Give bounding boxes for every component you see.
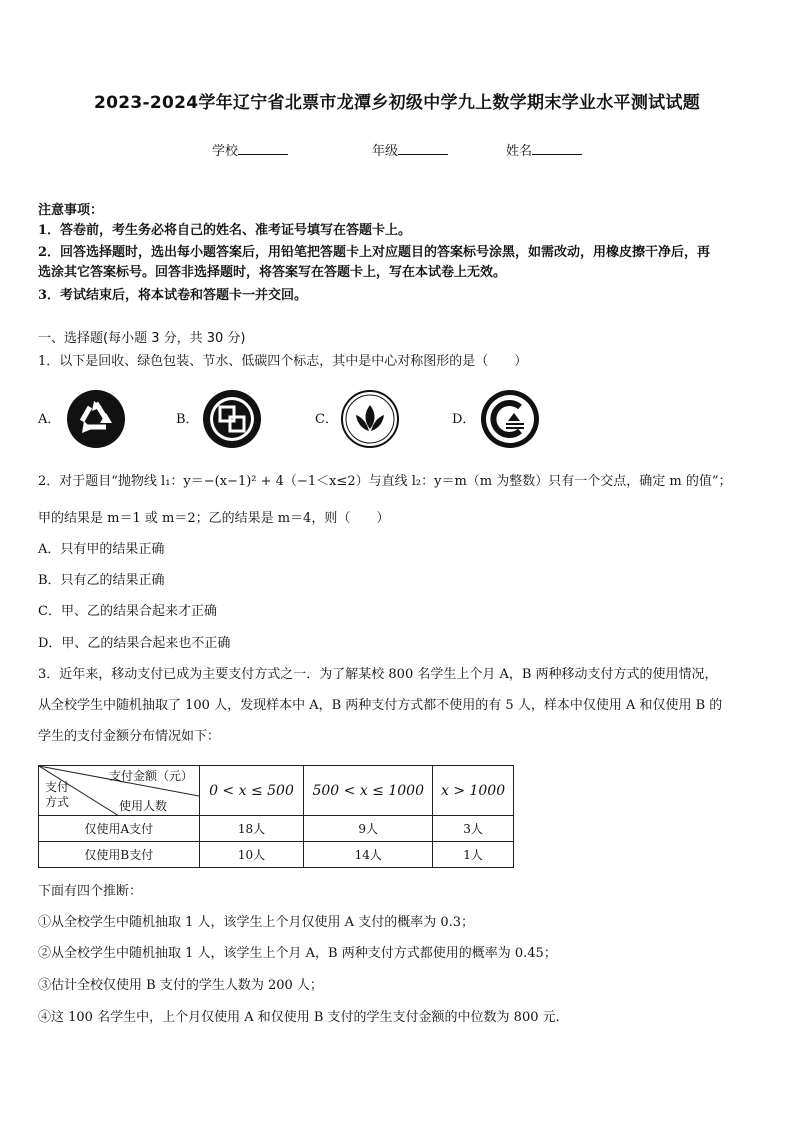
question-2-option-d: D．甲、乙的结果合起来也不正确 xyxy=(38,636,231,651)
recycle-logo-icon xyxy=(66,389,126,449)
question-2-line-1: 2．对于题目“抛物线 l₁：y＝−(x−1)² + 4（−1＜x≤2）与直线 l₂：y＝m（m 为整数）只有一个交点，确定 m 的值”； xyxy=(38,474,732,489)
corner-bottom-label: 使用人数 xyxy=(119,799,168,813)
name-blank xyxy=(532,142,582,155)
question-2-option-b: B．只有乙的结果正确 xyxy=(38,573,165,588)
school-blank xyxy=(238,142,288,155)
page-title: 2023-2024学年辽宁省北票市龙潭乡初级中学九上数学期末学业水平测试试题 xyxy=(93,93,701,113)
option-label: A． xyxy=(38,412,61,427)
school-field xyxy=(212,140,288,159)
notice-heading: 注意事项： xyxy=(38,203,104,218)
table-row xyxy=(39,816,514,842)
school-label: 学校 xyxy=(212,144,239,159)
question-2-option-c: C．甲、乙的结果合起来才正确 xyxy=(38,604,217,619)
inference-heading: 下面有四个推断： xyxy=(38,884,143,899)
grade-label: 年级 xyxy=(372,144,399,159)
question-2-option-a: A．只有甲的结果正确 xyxy=(38,542,165,557)
table-corner-cell xyxy=(39,766,200,816)
grade-blank xyxy=(398,142,448,155)
name-label: 姓名 xyxy=(506,144,533,159)
table-cell: 9人 xyxy=(304,816,433,842)
grade-field xyxy=(372,140,448,159)
notice-item: 选涂其它答案标号。回答非选择题时，将答案写在答题卡上，写在本试卷上无效。 xyxy=(38,265,507,280)
payment-table xyxy=(38,765,514,868)
table-cell: 10人 xyxy=(199,842,304,868)
question-3-line-1: 3．近年来，移动支付已成为主要支付方式之一．为了解某校 800 名学生上个月 A，B 两种移动支付方式的使用情况， xyxy=(38,667,718,682)
question-2-line-2: 甲的结果是 m＝1 或 m＝2；乙的结果是 m＝4，则（ ） xyxy=(38,511,390,526)
section-heading: 一、选择题(每小题 3 分，共 30 分) xyxy=(38,331,246,346)
corner-left-label: 支付 方式 xyxy=(45,780,70,809)
inference-item: ①从全校学生中随机抽取 1 人，该学生上个月仅使用 A 支付的概率为 0.3； xyxy=(38,915,474,930)
green-package-logo-icon xyxy=(202,389,262,449)
question-3-line-2: 从全校学生中随机抽取了 100 人，发现样本中 A，B 两种支付方式都不使用的有 5 人，样本中仅使用 A 和仅使用 B 的 xyxy=(38,698,723,713)
table-cell: 14人 xyxy=(304,842,433,868)
low-carbon-logo-icon xyxy=(480,389,540,449)
table-cell: 1人 xyxy=(433,842,514,868)
table-row xyxy=(39,842,514,868)
corner-top-label: 支付金额（元） xyxy=(109,769,194,783)
notice-item: 3．考试结束后，将本试卷和答题卡一并交回。 xyxy=(38,288,308,303)
option-label: B． xyxy=(176,412,199,427)
question-1-stem: 1．以下是回收、绿色包装、节水、低碳四个标志，其中是中心对称图形的是（ ） xyxy=(38,354,528,369)
table-header: 0 < x ≤ 500 xyxy=(199,766,304,816)
inference-item: ④这 100 名学生中，上个月仅使用 A 和仅使用 B 支付的学生支付金额的中位数为 800 元． xyxy=(38,1010,569,1025)
table-cell: 3人 xyxy=(433,816,514,842)
table-header: 500 < x ≤ 1000 xyxy=(304,766,433,816)
notice-item: 1．答卷前，考生务必将自己的姓名、准考证号填写在答题卡上。 xyxy=(38,223,412,238)
table-header: x > 1000 xyxy=(433,766,514,816)
inference-item: ②从全校学生中随机抽取 1 人，该学生上个月 A，B 两种支付方式都使用的概率为 0.45； xyxy=(38,946,557,961)
row-label: 仅使用B支付 xyxy=(39,842,200,868)
question-3-line-3: 学生的支付金额分布情况如下： xyxy=(38,729,221,744)
row-label: 仅使用A支付 xyxy=(39,816,200,842)
inference-item: ③估计全校仅使用 B 支付的学生人数为 200 人； xyxy=(38,978,323,993)
name-field xyxy=(506,140,582,159)
option-label: D． xyxy=(452,412,476,427)
water-saving-logo-icon xyxy=(340,389,400,449)
option-label: C． xyxy=(315,412,338,427)
notice-item: 2．回答选择题时，选出每小题答案后，用铅笔把答题卡上对应题目的答案标号涂黑，如需改动，用橡皮擦干净后，再 xyxy=(38,245,711,260)
table-cell: 18人 xyxy=(199,816,304,842)
